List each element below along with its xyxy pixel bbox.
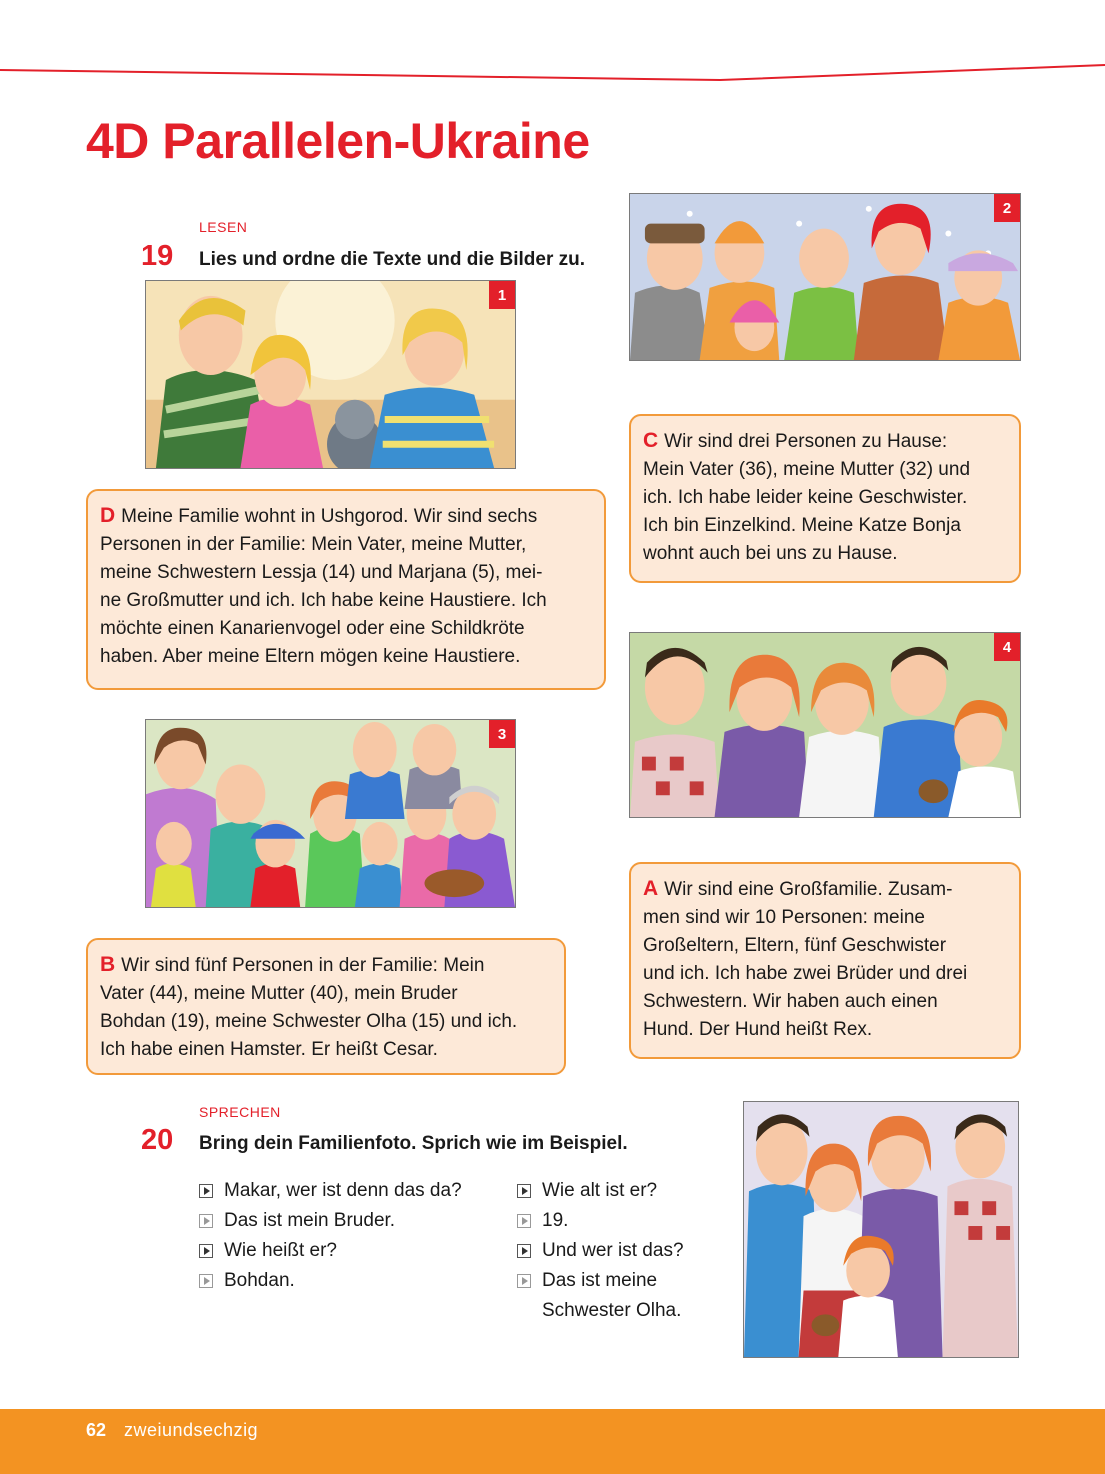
text-line: Wir sind fünf Personen in der Familie: Mein [121, 955, 485, 976]
dialog-text: Das ist mein Bruder. [224, 1210, 396, 1231]
text-line: Schwestern. Wir haben auch einen [643, 991, 938, 1012]
text-line: Ich bin Einzelkind. Meine Katze Bonja [643, 515, 961, 536]
footer-bar [0, 1409, 1105, 1474]
text-line: Bohdan (19), meine Schwester Olha (15) und ich. [100, 1011, 518, 1032]
speaker-b-icon [517, 1274, 531, 1288]
text-box-d [86, 489, 606, 690]
text-line: ich. Ich habe leider keine Geschwister. [643, 487, 968, 508]
dialog-text: Schwester Olha. [542, 1300, 682, 1321]
task19-section-label: LESEN [199, 219, 248, 235]
text-line: Meine Familie wohnt in Ushgorod. Wir sind sechs [121, 506, 538, 527]
dialog-line [517, 1236, 684, 1266]
illustration-3 [145, 719, 516, 908]
picture-number-badge: 1 [489, 281, 515, 309]
text-line: Großeltern, Eltern, fünf Geschwister [643, 935, 947, 956]
text-line: Hund. Der Hund heißt Rex. [643, 1019, 873, 1040]
dialog-line [517, 1176, 684, 1206]
text-letter: B [100, 953, 116, 976]
dialog-text: Und wer ist das? [542, 1240, 684, 1261]
text-line: ne Großmutter und ich. Ich habe keine Haustiere. Ich [100, 590, 547, 611]
dialog-right-column [517, 1176, 684, 1326]
speaker-a-icon [517, 1184, 531, 1198]
picture-number-badge: 2 [994, 194, 1020, 222]
task19-number: 19 [141, 240, 174, 272]
picture-number-badge: 3 [489, 720, 515, 748]
illustration-4 [629, 632, 1021, 818]
text-box-c [629, 414, 1021, 583]
task20-number: 20 [141, 1124, 174, 1156]
text-line: Mein Vater (36), meine Mutter (32) und [643, 459, 971, 480]
page-title: 4D Parallelen-Ukraine [86, 113, 590, 169]
page-number: 62 [86, 1420, 107, 1440]
task19-instruction: Lies und ordne die Texte und die Bilder zu. [199, 249, 586, 270]
text-letter: C [643, 429, 659, 452]
text-letter: D [100, 504, 116, 527]
dialog-line [199, 1206, 462, 1236]
text-line: men sind wir 10 Personen: meine [643, 907, 925, 928]
speaker-a-icon [199, 1184, 213, 1198]
text-line: Personen in der Familie: Mein Vater, meine Mutter, [100, 534, 527, 555]
text-line: Ich habe einen Hamster. Er heißt Cesar. [100, 1039, 438, 1060]
text-letter: A [643, 877, 659, 900]
speaker-a-icon [517, 1244, 531, 1258]
dialog-text: Wie heißt er? [224, 1240, 337, 1261]
text-line: haben. Aber meine Eltern mögen keine Haustiere. [100, 646, 521, 667]
text-line: meine Schwestern Lessja (14) und Marjana (5), mei- [100, 562, 543, 583]
dialog-text: Bohdan. [224, 1270, 295, 1291]
speaker-b-icon [517, 1214, 531, 1228]
dialog-line [517, 1296, 684, 1326]
dialog-line [199, 1266, 462, 1296]
task20-instruction: Bring dein Familienfoto. Sprich wie im Beispiel. [199, 1133, 628, 1154]
text-line: und ich. Ich habe zwei Brüder und drei [643, 963, 968, 984]
speaker-b-icon [199, 1274, 213, 1288]
dialog-line [517, 1206, 684, 1236]
speaker-a-icon [199, 1244, 213, 1258]
illustration-2 [629, 193, 1021, 361]
text-line: wohnt auch bei uns zu Hause. [643, 543, 898, 564]
text-line: Wir sind eine Großfamilie. Zusam- [664, 879, 953, 900]
header-rule [0, 0, 1105, 90]
text-box-b [86, 938, 566, 1075]
page-number-word: zweiundsechzig [124, 1420, 259, 1440]
dialog-text: 19. [542, 1210, 569, 1231]
dialog-text: Makar, wer ist denn das da? [224, 1180, 462, 1201]
dialog-text: Wie alt ist er? [542, 1180, 658, 1201]
text-line: Wir sind drei Personen zu Hause: [664, 431, 948, 452]
text-box-a [629, 862, 1021, 1059]
dialog-left-column [199, 1176, 462, 1296]
dialog-text: Das ist meine [542, 1270, 658, 1291]
family-photo-illustration [743, 1101, 1019, 1358]
task20-section-label: SPRECHEN [199, 1104, 281, 1120]
illustration-1 [145, 280, 516, 469]
picture-number-badge: 4 [994, 633, 1020, 661]
dialog-line [199, 1236, 462, 1266]
speaker-b-icon [199, 1214, 213, 1228]
text-line: Vater (44), meine Mutter (40), mein Bruder [100, 983, 458, 1004]
text-line: möchte einen Kanarienvogel oder eine Schildkröte [100, 618, 525, 639]
dialog-line [517, 1266, 684, 1296]
dialog-line [199, 1176, 462, 1206]
